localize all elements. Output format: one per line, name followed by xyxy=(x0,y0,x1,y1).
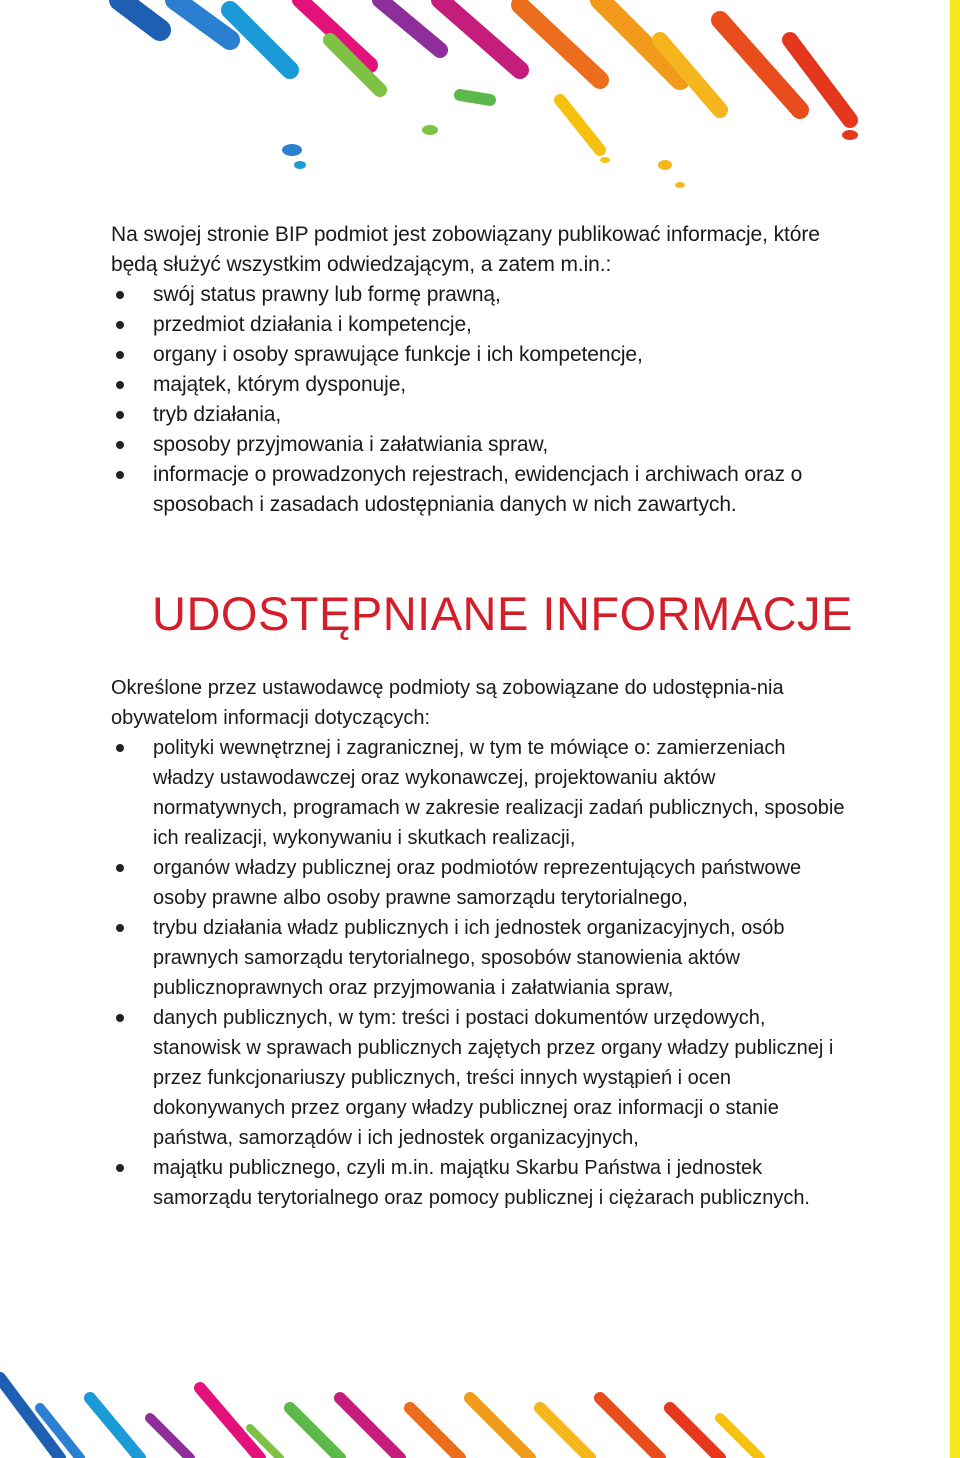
list-item: organów władzy publicznej oraz podmiotów reprezentujących państwowe osoby prawne albo osoby prawne samorządu terytorialnego, xyxy=(111,853,851,913)
list-item: majątek, którym dysponuje, xyxy=(111,370,871,400)
list-item: informacje o prowadzonych rejestrach, ewidencjach i archiwach oraz o sposobach i zasadach udostępniania danych w nich zawartych. xyxy=(111,460,871,520)
decorative-streaks-top xyxy=(0,0,960,200)
list-item: przedmiot działania i kompetencje, xyxy=(111,310,871,340)
list-item: sposoby przyjmowania i załatwiania spraw, xyxy=(111,430,871,460)
decorative-streaks-bottom xyxy=(0,1338,960,1458)
list-item: tryb działania, xyxy=(111,400,871,430)
list-item: trybu działania władz publicznych i ich jednostek organizacyjnych, osób prawnych samorządu terytorialnego, sposobów stanowienia aktów publicznoprawnych oraz przyjmowania i załatwiania spraw, xyxy=(111,913,851,1003)
section-list xyxy=(111,733,851,1213)
intro-paragraph: Na swojej stronie BIP podmiot jest zobowiązany publikować informacje, które będą służyć wszystkim odwiedzającym, a zatem m.in.: xyxy=(111,223,820,276)
list-item: majątku publicznego, czyli m.in. majątku Skarbu Państwa i jednostek samorządu terytorialnego oraz pomocy publicznej i ciężarach publicznych. xyxy=(111,1153,851,1213)
intro-block xyxy=(111,220,871,520)
list-item: organy i osoby sprawujące funkcje i ich kompetencje, xyxy=(111,340,871,370)
section-block xyxy=(111,673,851,1213)
intro-list xyxy=(111,280,871,520)
list-item: swój status prawny lub formę prawną, xyxy=(111,280,871,310)
list-item: polityki wewnętrznej i zagranicznej, w tym te mówiące o: zamierzeniach władzy ustawodawczej oraz wykonawczej, projektowaniu aktów normatywnych, programach w zakresie realizacji zadań publicznych, sposobie ich realizacji, wykonywaniu i skutkach realizacji, xyxy=(111,733,851,853)
list-item: danych publicznych, w tym: treści i postaci dokumentów urzędowych, stanowisk w sprawach publicznych zajętych przez organy władzy publicznej i przez funkcjonariuszy publicznych, treści innych wystąpień i ocen dokonywanych przez organy władzy publicznej oraz informacji o stanie państwa, samorządów i ich jednostek organizacyjnych, xyxy=(111,1003,851,1153)
yellow-accent-bar xyxy=(950,0,960,1458)
section-heading: UDOSTĘPNIANE INFORMACJE xyxy=(152,587,853,640)
section-paragraph: Określone przez ustawodawcę podmioty są zobowiązane do udostępnia-nia obywatelom informacji dotyczących: xyxy=(111,677,784,729)
